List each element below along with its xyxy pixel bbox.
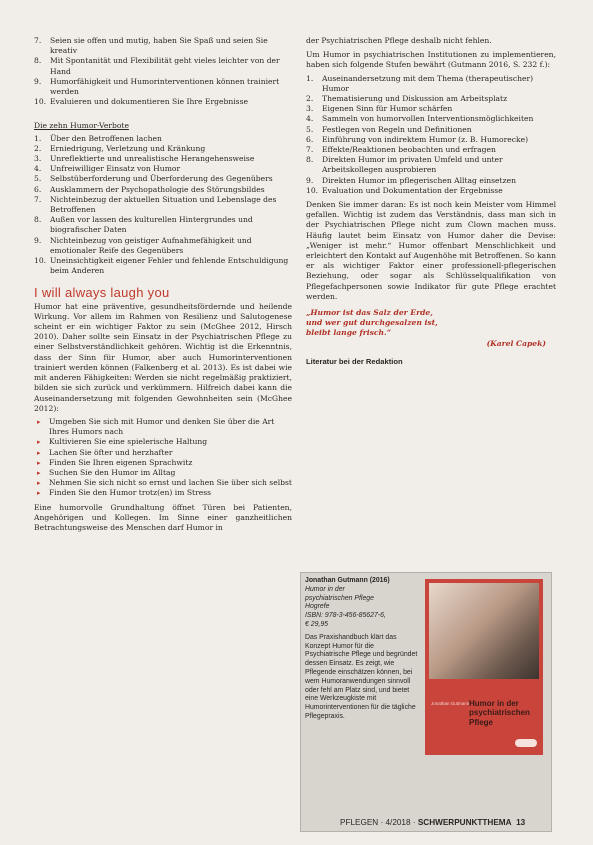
list-number: 1. [306,73,314,83]
tips-list-continued [34,36,292,107]
body-paragraph-2: Eine humorvolle Grundhaltung öffnet Türen bei Patienten, Angehörigen und Kollegen. Im Sinne einer ganzheitlichen Betrachtungsweise des Menschen darf Humor in [34,502,292,532]
list-text: Sammeln von humorvollen Interventionsmöglichkeiten [322,114,534,124]
list-number: 2. [306,94,314,104]
list-item [34,215,292,235]
list-text: Auseinandersetzung mit dem Thema (therapeutischer) Humor [322,73,534,93]
list-item [34,154,292,164]
list-text: Unfreiwilliger Einsatz von Humor [50,164,181,174]
book-title-line: Humor in der [305,585,345,593]
list-number: 8. [306,155,314,165]
list-number: 5. [306,124,314,134]
list-text: Effekte/Reaktionen beobachten und erfragen [322,145,496,155]
list-number: 10. [34,97,47,107]
book-title-line: psychiatrischen Pflege [305,594,374,602]
body-paragraph-3: Denken Sie immer daran: Es ist noch kein Meister vom Himmel gefallen. Wichtig ist zudem das Verständnis, dass man sich in der Psychiatrischen Pflege nicht zum Clown machen muss. Häufig lautet beim Einsatz von Humor daher die Devise: „Weniger ist mehr.“ Humor offenbart Menschlichkeit und erleichtert den Kontakt auf Augenhöhe mit Betroffenen. So kann er als wichtiger Faktor einer professionell-pflegerischen Beziehung, oder sogar als Schlüsselqualifikation von Pflegefachpersonen sowie Indikator für gute Pflege erachtet werden. [306,200,556,301]
list-text: Festlegen von Regeln und Definitionen [322,124,472,134]
list-number: 3. [34,154,42,164]
book-author: Jonathan Gutmann (2016) [305,577,390,584]
list-text: Eigenen Sinn für Humor schärfen [322,104,453,114]
quote-author: (Karel Capek) [486,338,546,348]
list-item [306,114,556,124]
list-number: 7. [34,36,42,45]
list-text: Nichteinbezug von geistiger Aufnahmefähigkeit und emotionaler Reife des Gegenübers [50,235,252,255]
list-number: 2. [34,143,42,153]
book-price: € 29,95 [305,620,328,628]
verbote-title: Die zehn Humor-Verbote [34,121,129,131]
list-item [34,185,292,195]
list-number: 4. [34,164,42,174]
quote-line: und wer gut durchgesalzen ist, [306,318,438,328]
list-number: 5. [34,174,42,184]
list-item [306,176,556,186]
list-number: 4. [306,114,314,124]
cover-author: Jonathan Gutmann [431,701,470,706]
book-description: Das Praxishandbuch klärt das Konzept Humor für die Psychiatrische Pflege und begründet dessen Einsatz. Es zeigt, wie Pflegende einschätzen können, bei wem Humoranwendungen sinnvoll oder fehl am Platz sind, und bietet eine Werkzeugkiste mit Humorinterventionen für die tägliche Pflegepraxis. [305,633,418,720]
list-number: 9. [306,175,314,185]
list-item [34,236,292,256]
list-text: Humorfähigkeit und Humorinterventionen können trainiert werden [50,76,280,97]
list-text: Direkten Humor im pflegerischen Alltag einsetzen [322,175,516,185]
literature-note: Literatur bei der Redaktion [306,356,403,366]
body-paragraph-1: Humor hat eine präventive, gesundheitsfördernde und heilende Wirkung. Vor allem im Rahmen von Resilienz und Salutogenese scheint er ein wichtiger Faktor zu sein (McGhee 2012, Hirsch 2010). Daher sollte sein Einsatz in der Psychiatrischen Pflege zu einer Selbstverständlichkeit gehören. Wichtig ist die Erkenntnis, dass der Sinn für Humor, aber auch Humorinterventionen trainiert werden können (Falkenberg et al. 2013). Es ist dabei wie mit anderen Fähigkeiten: Werden sie nicht regelmäßig praktiziert, bilden sie sich zurück und verkümmern. Hilfreich dabei kann die Auseinandersetzung mit folgenden Gewohnheiten sein (McGhee 2012): [34,301,292,413]
list-item [34,195,292,215]
list-item [34,164,292,174]
list-number: 10. [34,256,47,266]
quote-block [306,308,556,349]
cover-title: Humor in der psychiatrischen Pflege [469,699,530,727]
publisher-logo-icon [515,739,537,747]
list-number: 10. [306,185,319,195]
list-number: 6. [306,134,314,144]
book-info [305,577,418,722]
quote-line: bleibt lange frisch.“ [306,328,392,338]
book-cover [425,579,543,755]
bullet-item: ▸ Finden Sie den Humor trotz(en) im Stress [34,488,292,498]
list-item [306,125,556,135]
list-item [34,174,292,184]
list-number: 9. [34,76,42,86]
list-number: 6. [34,184,42,194]
list-number: 8. [34,215,42,225]
list-item [34,134,292,144]
list-item [34,56,292,76]
page-footer [340,818,525,827]
list-text: Ausklammern der Psychopathologie des Störungsbildes [50,184,265,194]
list-item [306,155,556,175]
bullet-item: ▸ Umgeben Sie sich mit Humor und denken Sie über die Art Ihres Humors nach [34,417,292,437]
list-text: Thematisierung und Diskussion am Arbeitsplatz [322,94,508,104]
quote-line: „Humor ist das Salz der Erde, [306,308,433,318]
list-text: Einführung von indirektem Humor (z. B. Humorecke) [322,134,529,144]
list-number: 7. [306,145,314,155]
list-item [306,145,556,155]
footer-section: SCHWERPUNKTTHEMA [417,818,512,827]
list-item [306,74,556,94]
list-text: Nichteinbezug der aktuellen Situation und Lebenslage des Betroffenen [50,194,277,215]
list-text: Evaluation und Dokumentation der Ergebnisse [322,185,503,195]
bullet-item: ▸ Kultivieren Sie eine spielerische Haltung [34,437,292,447]
list-item [306,186,556,196]
bullet-item: ▸ Lachen Sie öfter und herzhafter [34,448,292,458]
habits-bullet-list [34,417,292,499]
bullet-item: ▸ Suchen Sie den Humor im Alltag [34,468,292,478]
list-text: Unreflektierte und unrealistische Herangehensweise [50,154,255,164]
implementation-paragraph: Um Humor in psychiatrischen Institutionen zu implementieren, haben sich folgende Stufen bewährt (Gutmann 2016, S. 232 f.): [306,50,556,70]
list-number: 9. [34,235,42,245]
list-text: Erniedrigung, Verletzung und Kränkung [50,143,206,153]
book-isbn: ISBN: 978-3-456-85627-6, [305,612,386,620]
list-text: Über den Betroffenen lachen [50,133,162,143]
list-text: Mit Spontanität und Flexibilität geht vieles leichter von der Hand [50,56,280,76]
list-item [306,135,556,145]
list-text: Evaluieren und dokumentieren Sie Ihre Ergebnisse [50,97,248,107]
list-text: Seien sie offen und mutig, haben Sie Spaß und seien Sie kreativ [50,36,268,56]
list-text: Uneinsichtigkeit eigener Fehler und fehlende Entschuldigung beim Anderen [50,256,289,276]
list-item [306,94,556,104]
page-number: 13 [516,818,526,827]
list-text: Selbstüberforderung und Überforderung des Gegenübers [50,174,273,184]
bullet-item: ▸ Nehmen Sie sich nicht so ernst und lachen Sie über sich selbst [34,478,292,488]
section-heading: I will always laugh you [34,285,170,301]
list-text: Direkten Humor im privaten Umfeld und unter Arbeitskollegen ausprobieren [322,155,503,175]
right-intro: der Psychiatrischen Pflege deshalb nicht fehlen. [306,36,492,45]
list-item [34,36,292,56]
list-item [34,77,292,97]
humor-verbote-list [34,134,292,277]
implementation-stages-list [306,74,556,196]
list-number: 8. [34,56,42,66]
list-item [34,97,292,107]
list-item [306,104,556,114]
list-number: 1. [34,133,42,143]
book-recommendation-box [300,572,552,832]
list-number: 3. [306,104,314,114]
left-column [34,36,292,533]
book-publisher: Hogrefe [305,603,330,611]
list-text: Außen vor lassen des kulturellen Hintergrundes und biografischer Daten [50,215,253,235]
list-number: 7. [34,194,42,204]
footer-journal: PFLEGEN · 4/2018 · [340,818,418,827]
right-column [306,36,556,367]
cover-photo [429,583,539,679]
bullet-item: ▸ Finden Sie Ihren eigenen Sprachwitz [34,458,292,468]
list-item [34,144,292,154]
list-item [34,256,292,276]
